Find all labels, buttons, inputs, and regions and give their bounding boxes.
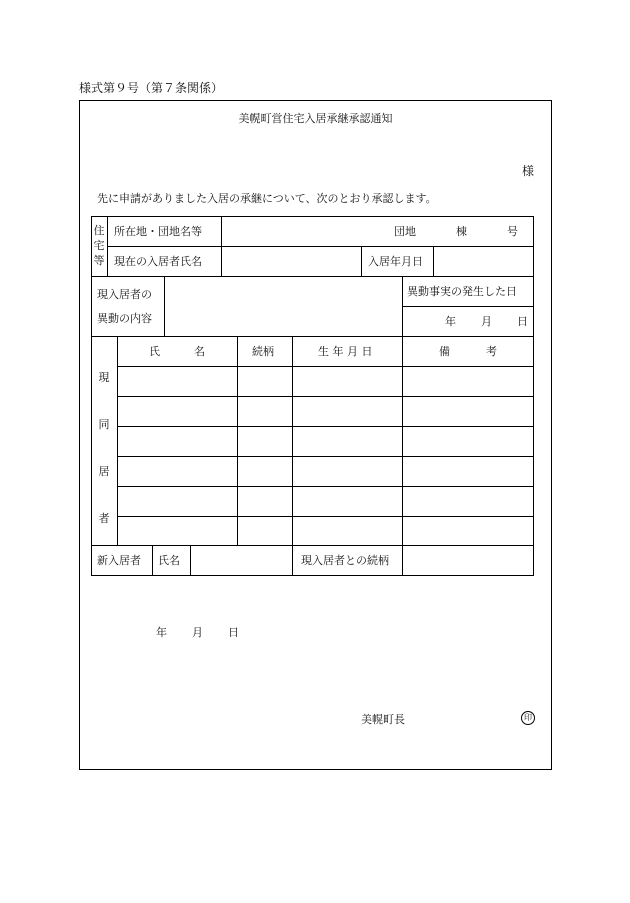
seal-mark: 印 bbox=[521, 711, 535, 725]
occurrence-date-label: 異動事実の発生した日 bbox=[407, 285, 517, 298]
header-relation: 続柄 bbox=[252, 345, 274, 358]
addressee-suffix: 様 bbox=[522, 164, 535, 178]
number-label: 号 bbox=[507, 225, 518, 238]
document-title: 美幌町営住宅入居承継承認通知 bbox=[238, 112, 393, 125]
location-label: 所在地・団地名等 bbox=[114, 225, 202, 238]
occurrence-day: 日 bbox=[517, 315, 528, 328]
danchi-label: 団地 bbox=[394, 225, 416, 238]
change-label-line2: 異動の内容 bbox=[97, 312, 152, 325]
occurrence-year: 年 bbox=[445, 315, 456, 328]
building-label: 棟 bbox=[456, 225, 467, 238]
approval-table: 住 宅 等 所在地・団地名等 団地 棟 号 現在の入居者氏名 入居年月日 現入居者の 異動の内容 異動事実の発生した日 年 月 日 現 同 居 者 氏 名 続柄 生 年 月 日 備 考 新入居者 氏名 現入居者との続柄 bbox=[80, 101, 551, 769]
change-label-line1: 現入居者の bbox=[97, 288, 152, 301]
notice-frame: 美幌町営住宅入居承継承認通知 様 先に申請がありました入居の承継について、次のとおり承認します。 住 宅 等 所在地・団地名等 団地 棟 号 現在の入居者氏名 入居年月日 現入居者の 異動の内容 異動事実の発生した日 年 月 日 現 同 居 者 氏 名 続柄 生 年 月 日 備 考 新入居者 氏名 現入居者との続柄 年 月 日 美幌町長 印 bbox=[79, 100, 552, 770]
relation-to-resident-label: 現入居者との続柄 bbox=[301, 554, 389, 567]
new-resident-name-label: 氏名 bbox=[158, 554, 180, 567]
new-resident-label: 新入居者 bbox=[97, 554, 141, 567]
move-in-date-label: 入居年月日 bbox=[368, 255, 423, 268]
header-birthdate: 生 年 月 日 bbox=[318, 345, 373, 358]
occurrence-month: 月 bbox=[481, 315, 492, 328]
resident-name-label: 現在の入居者氏名 bbox=[114, 255, 202, 268]
intro-text: 先に申請がありました入居の承継について、次のとおり承認します。 bbox=[97, 192, 437, 205]
form-number: 様式第９号（第７条関係） bbox=[79, 81, 224, 95]
mayor-signature-label: 美幌町長 bbox=[361, 713, 405, 726]
